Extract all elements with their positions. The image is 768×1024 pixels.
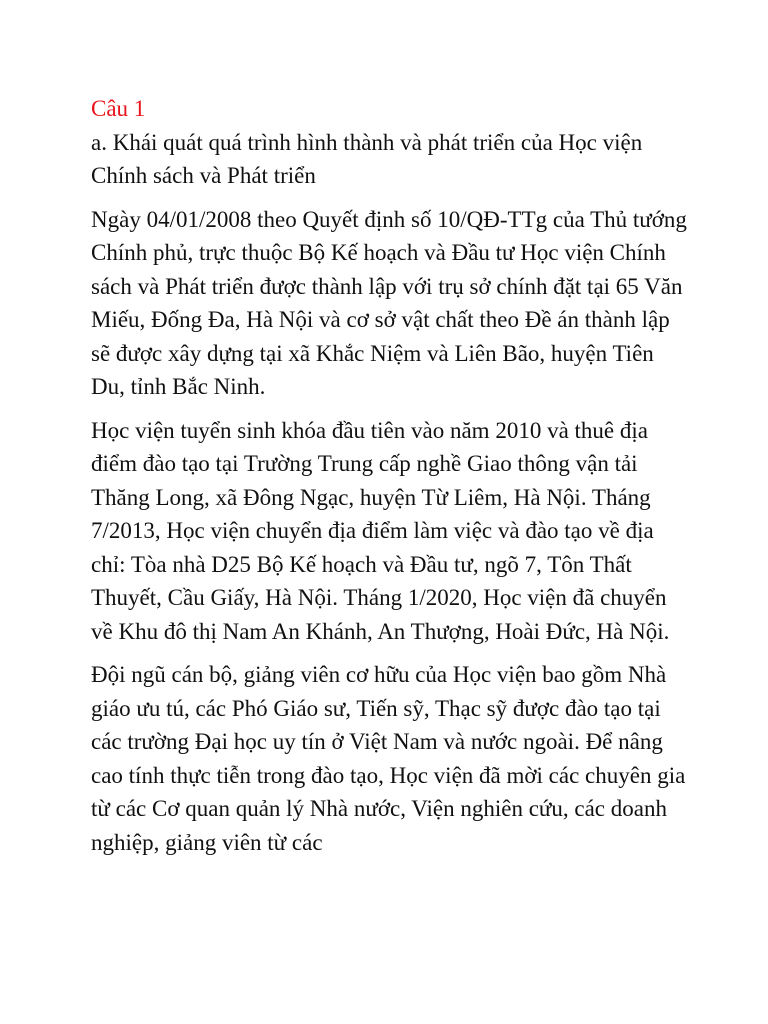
- question-heading: Câu 1: [91, 96, 146, 121]
- paragraph-faculty: Đội ngũ cán bộ, giảng viên cơ hữu của Học viện bao gồm Nhà giáo ưu tú, các Phó Giáo sư, Tiến sỹ, Thạc sỹ được đào tạo tại các trường Đại học uy tín ở Việt Nam và nước ngoài. Để nâng cao tính thực tiễn trong đào tạo, Học viện đã mời các chuyên gia từ các Cơ quan quản lý Nhà nước, Viện nghiên cứu, các doanh nghiệp, giảng viên từ các: [91, 662, 686, 855]
- paragraph-locations: Học viện tuyển sinh khóa đầu tiên vào năm 2010 và thuê địa điểm đào tạo tại Trường Trung cấp nghề Giao thông vận tải Thăng Long, xã Đông Ngạc, huyện Từ Liêm, Hà Nội. Tháng 7/2013, Học viện chuyển địa điểm làm việc và đào tạo về địa chỉ: Tòa nhà D25 Bộ Kế hoạch và Đầu tư, ngõ 7, Tôn Thất Thuyết, Cầu Giấy, Hà Nội. Tháng 1/2020, Học viện đã chuyển về Khu đô thị Nam An Khánh, An Thượng, Hoài Đức, Hà Nội.: [91, 417, 670, 644]
- document-page: [91, 92, 691, 869]
- section-subheading: a. Khái quát quá trình hình thành và phát triển của Học viện Chính sách và Phát triển: [91, 129, 643, 188]
- paragraph-founding: Ngày 04/01/2008 theo Quyết định số 10/QĐ-TTg của Thủ tướng Chính phủ, trực thuộc Bộ Kế hoạch và Đầu tư Học viện Chính sách và Phát triển được thành lập với trụ sở chính đặt tại 65 Văn Miếu, Đống Đa, Hà Nội và cơ sở vật chất theo Đề án thành lập sẽ được xây dựng tại xã Khắc Niệm và Liên Bão, huyện Tiên Du, tỉnh Bắc Ninh.: [91, 206, 687, 399]
